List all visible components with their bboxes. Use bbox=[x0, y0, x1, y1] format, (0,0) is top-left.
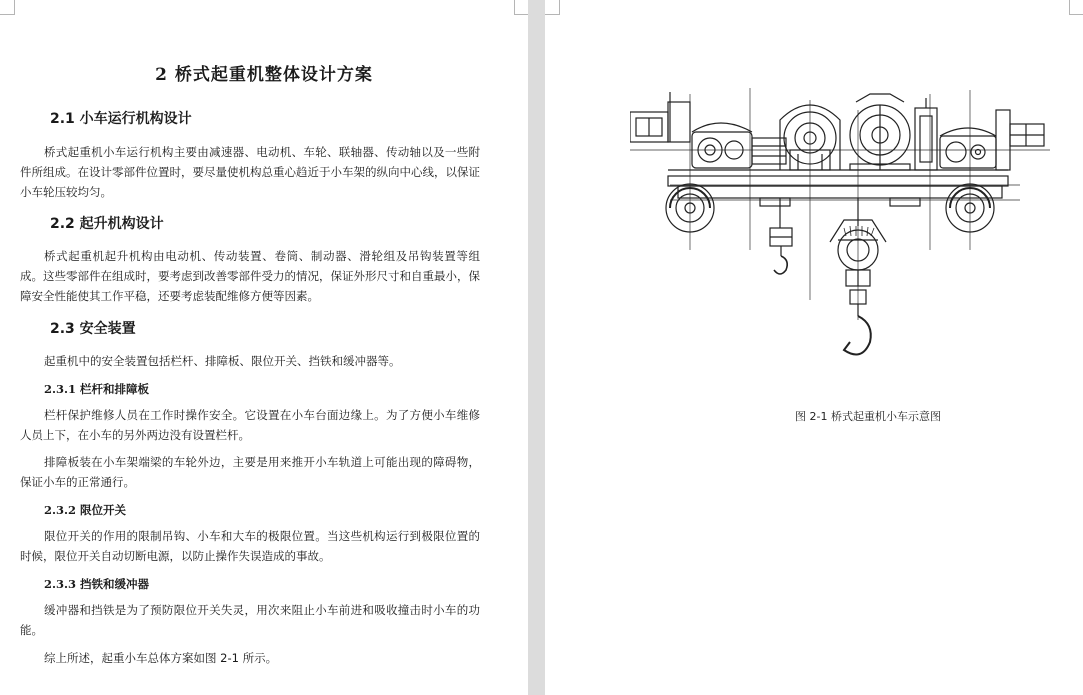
paragraph: 桥式起重机小车运行机构主要由减速器、电动机、车轮、联轴器、传动轴以及一些附件所组成。在设计零部件位置时，要尽量使机构总重心趋近于小车架的纵向中心线，以保证小车轮压较均匀。 bbox=[20, 145, 480, 199]
margin-corner-mark bbox=[1069, 0, 1083, 15]
figure-caption: 图 2-1 桥式起重机小车示意图 bbox=[795, 410, 941, 423]
auxiliary-hook bbox=[770, 198, 792, 274]
main-hook bbox=[844, 290, 871, 355]
travel-gearbox bbox=[692, 123, 786, 168]
chapter-title: 2 桥式起重机整体设计方案 bbox=[155, 65, 373, 85]
section-heading-2-3: 2.3 安全装置 bbox=[50, 321, 136, 337]
hoist-motor bbox=[915, 98, 937, 170]
section-heading-2-1: 2.1 小车运行机构设计 bbox=[50, 111, 192, 127]
paragraph: 桥式起重机起升机构由电动机、传动装置、卷筒、制动器、滑轮组及吊钩装置等组成。这些零部件在组成时，要考虑到改善零部件受力的情况，保证外形尺寸和自重最小，保障安全性能使其工作平稳，还要考虑装配维修方便等因素。 bbox=[20, 249, 480, 303]
margin-corner-mark bbox=[545, 0, 560, 15]
paragraph: 缓冲器和挡铁是为了预防限位开关失灵，用次来阻止小车前进和吸收撞击时小车的功能。 bbox=[20, 603, 480, 637]
page-left bbox=[0, 0, 528, 695]
subsection-heading-2-3-1: 2.3.1 栏杆和排障板 bbox=[44, 382, 150, 396]
crane-trolley-figure bbox=[630, 80, 1050, 365]
paragraph: 排障板装在小车架端梁的车轮外边，主要是用来推开小车轨道上可能出现的障碍物，保证小车的正常通行。 bbox=[20, 455, 480, 489]
right-end-frame bbox=[996, 110, 1044, 170]
right-gearbox bbox=[940, 128, 996, 168]
section-heading-2-2: 2.2 起升机构设计 bbox=[50, 216, 164, 232]
brake-wheel bbox=[850, 94, 910, 170]
margin-corner-mark bbox=[0, 0, 15, 15]
paragraph: 起重机中的安全装置包括栏杆、排障板、限位开关、挡铁和缓冲器等。 bbox=[44, 354, 401, 368]
paragraph: 栏杆保护维修人员在工作时操作安全。它设置在小车台面边缘上。为了方便小车维修人员上下，在小车的另外两边没有设置栏杆。 bbox=[20, 408, 480, 442]
page-right bbox=[545, 0, 1083, 695]
paragraph: 限位开关的作用的限制吊钩、小车和大车的极限位置。当这些机构运行到极限位置的时候，限位开关自动切断电源，以防止操作失误造成的事故。 bbox=[20, 529, 480, 563]
margin-corner-mark bbox=[514, 0, 528, 15]
left-end-frame bbox=[630, 92, 690, 142]
subsection-heading-2-3-2: 2.3.2 限位开关 bbox=[44, 503, 127, 517]
subsection-heading-2-3-3: 2.3.3 挡铁和缓冲器 bbox=[44, 577, 150, 591]
paragraph: 综上所述，起重小车总体方案如图 2-1 所示。 bbox=[44, 651, 278, 665]
